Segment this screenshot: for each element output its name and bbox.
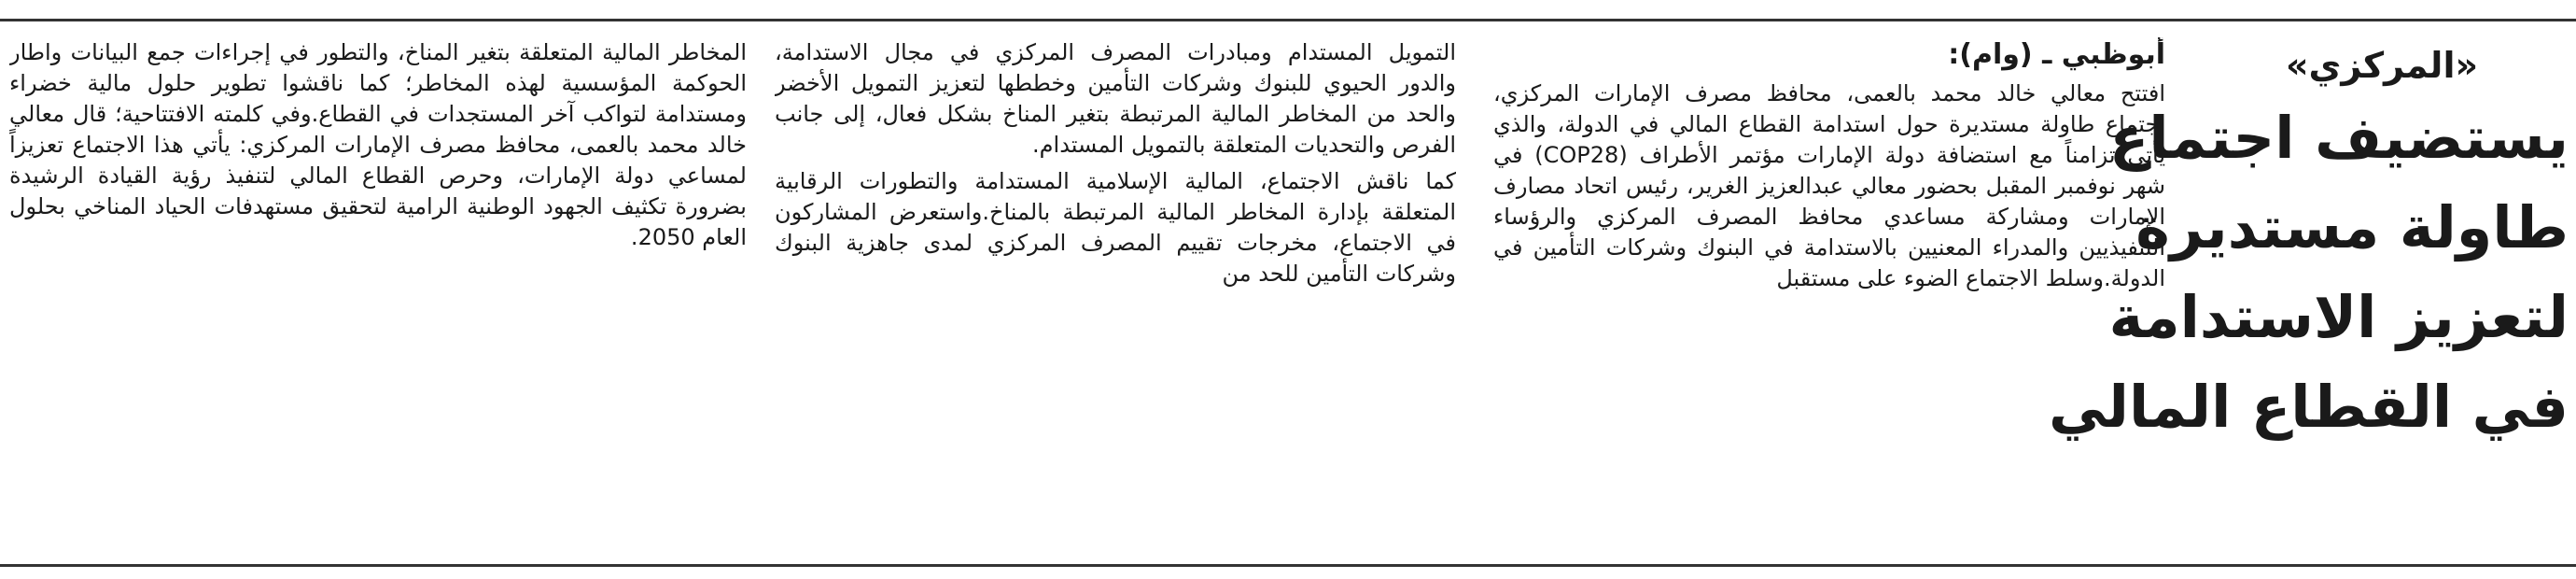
article-column-2: [775, 37, 1456, 560]
headline-line-1: يستضيف اجتماع: [2109, 104, 2569, 172]
headline-line-3: لتعزيز الاستدامة: [2108, 283, 2569, 351]
column-1-text: افتتح معالي خالد محمد بالعمى، محافظ مصرف الإمارات المركزي، اجتماع طاولة مستديرة حول استدامة القطاع المالي في الدولة، والذي يأتي تزامناً مع استضافة دولة الإمارات مؤتمر الأطراف (COP28) في شهر نوفمبر المقبل بحضور معالي عبدالعزيز الغرير، رئيس اتحاد مصارف الإمارات ومشاركة مساعدي محافظ المصرف المركزي والرؤساء التنفيذيين والمدراء المعنيين بالاستدامة في البنوك وشركات التأمين في الدولة.وسلط الاجتماع الضوء على مستقبل: [1493, 80, 2165, 291]
article-column-1: [1493, 37, 2165, 560]
top-rule: [0, 19, 2576, 21]
article-column-3: [9, 37, 747, 560]
dateline: أبوظبي ـ (وام):: [1948, 38, 2165, 71]
headline-line-2: طاولة مستديرة: [2135, 193, 2569, 261]
headline-kicker: «المركزي»: [2285, 45, 2479, 86]
headline-line-4: في القطاع المالي: [2048, 373, 2569, 441]
bottom-rule: [0, 564, 2576, 567]
column-3-text: المخاطر المالية المتعلقة بتغير المناخ، والتطور في إجراءات جمع البيانات واطار الحوكمة المؤسسية لهذه المخاطر؛ كما ناقشوا تطوير حلول مالية خضراء ومستدامة لتواكب آخر المستجدات في القطاع.وفي كلمته الافتتاحية؛ قال معالي خالد محمد بالعمى، محافظ مصرف الإمارات المركزي: يأتي هذا الاجتماع تعزيزاً لمساعي دولة الإمارات، وحرص القطاع المالي لتنفيذ رؤية القيادة الرشيدة بضرورة تكثيف الجهود الوطنية الرامية لتحقيق مستهدفات الحياد المناخي بحلول العام 2050.: [9, 39, 747, 250]
column-2-paragraph-2: كما ناقش الاجتماع، المالية الإسلامية المستدامة والتطورات الرقابية المتعلقة بإدارة المخاطر المالية المرتبطة بالمناخ.واستعرض المشاركون في الاجتماع، مخرجات تقييم المصرف المركزي لمدى جاهزية البنوك وشركات التأمين للحد من: [775, 168, 1456, 287]
column-2-paragraph-1: التمويل المستدام ومبادرات المصرف المركزي في مجال الاستدامة، والدور الحيوي للبنوك وشركات التأمين وخططها لتعزيز التمويل الأخضر والحد من المخاطر المالية المرتبطة بتغير المناخ بشكل فعال، إلى جانب الفرص والتحديات المتعلقة بالتمويل المستدام.: [775, 39, 1456, 158]
